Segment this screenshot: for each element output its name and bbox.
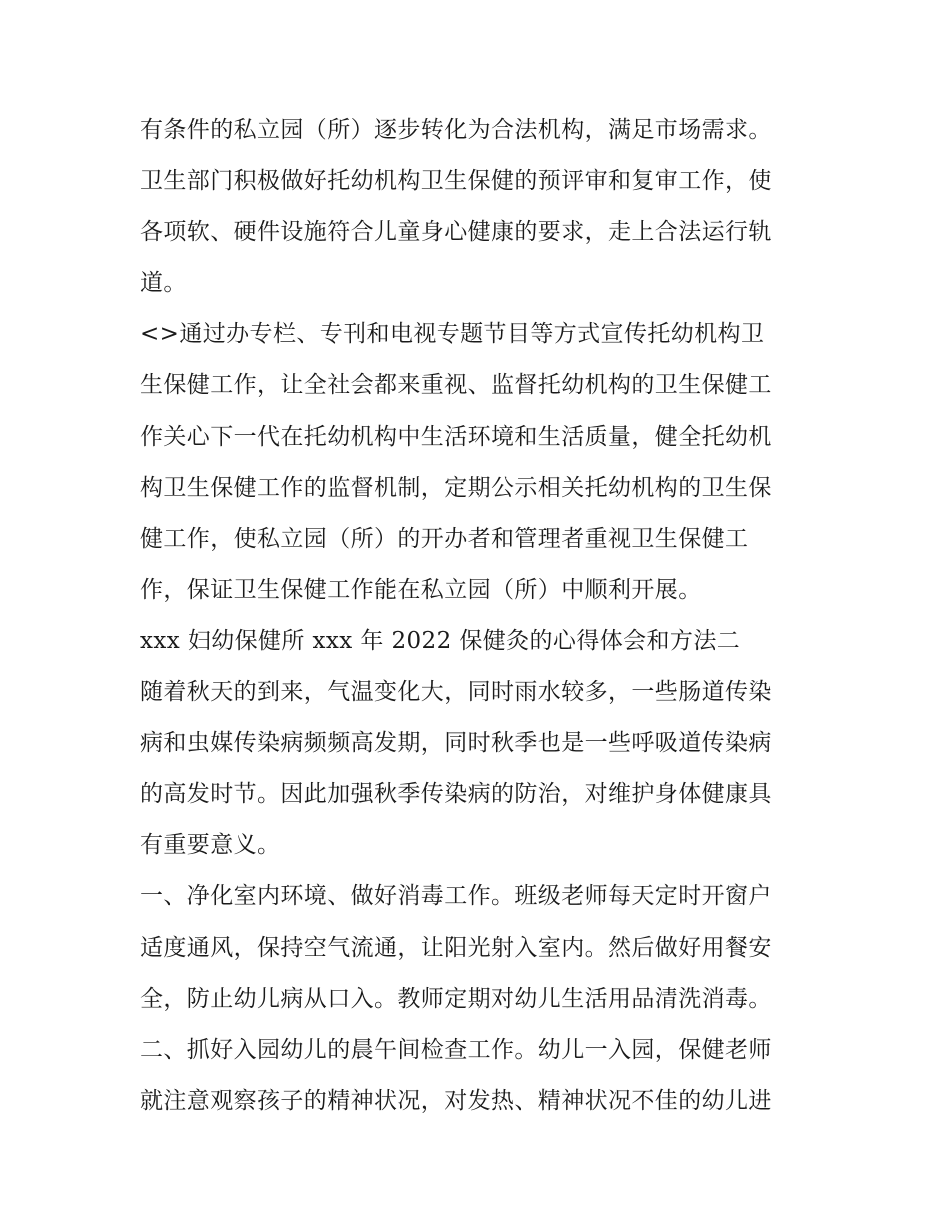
text-line: 随着秋天的到来，气温变化大，同时雨水较多，一些肠道传染	[140, 679, 772, 706]
text-line: 健工作，使私立园（所）的开办者和管理者重视卫生保健工	[140, 525, 749, 552]
text-line: 卫生部门积极做好托幼机构卫生保健的预评审和复审工作，使	[140, 168, 772, 195]
document-body	[140, 105, 816, 1127]
text-line: 生保健工作，让全社会都来重视、监督托幼机构的卫生保健工	[140, 372, 772, 399]
text-line: 各项软、硬件设施符合儿童身心健康的要求，走上合法运行轨	[140, 219, 772, 246]
text-line: 适度通风，保持空气流通，让阳光射入室内。然后做好用餐安	[140, 934, 772, 961]
text-line: 构卫生保健工作的监督机制，定期公示相关托幼机构的卫生保	[140, 474, 772, 501]
text-line: 的高发时节。因此加强秋季传染病的防治，对维护身体健康具	[140, 781, 772, 808]
text-line: 二、抓好入园幼儿的晨午间检查工作。幼儿一入园，保健老师	[140, 1036, 772, 1063]
text-line: 有条件的私立园（所）逐步转化为合法机构，满足市场需求。	[140, 117, 772, 143]
text-line: 道。	[140, 270, 187, 297]
text-line: 病和虫媒传染病频频高发期，同时秋季也是一些呼吸道传染病	[140, 730, 772, 757]
text-line: 一、净化室内环境、做好消毒工作。班级老师每天定时开窗户	[140, 883, 772, 910]
text-line: 作，保证卫生保健工作能在私立园（所）中顺利开展。	[140, 576, 702, 603]
text-line: 全，防止幼儿病从口入。教师定期对幼儿生活用品清洗消毒。	[140, 985, 772, 1012]
text-line: 作关心下一代在托幼机构中生活环境和生活质量，健全托幼机	[140, 423, 772, 450]
text-line: 有重要意义。	[140, 832, 281, 859]
section-heading: xxx 妇幼保健所 xxx 年 2022 保健灸的心得体会和方法二	[140, 627, 741, 654]
text-line: <>通过办专栏、专刊和电视专题节目等方式宣传托幼机构卫	[140, 321, 765, 348]
text-line: 就注意观察孩子的精神状况，对发热、精神状况不佳的幼儿进	[140, 1087, 772, 1114]
